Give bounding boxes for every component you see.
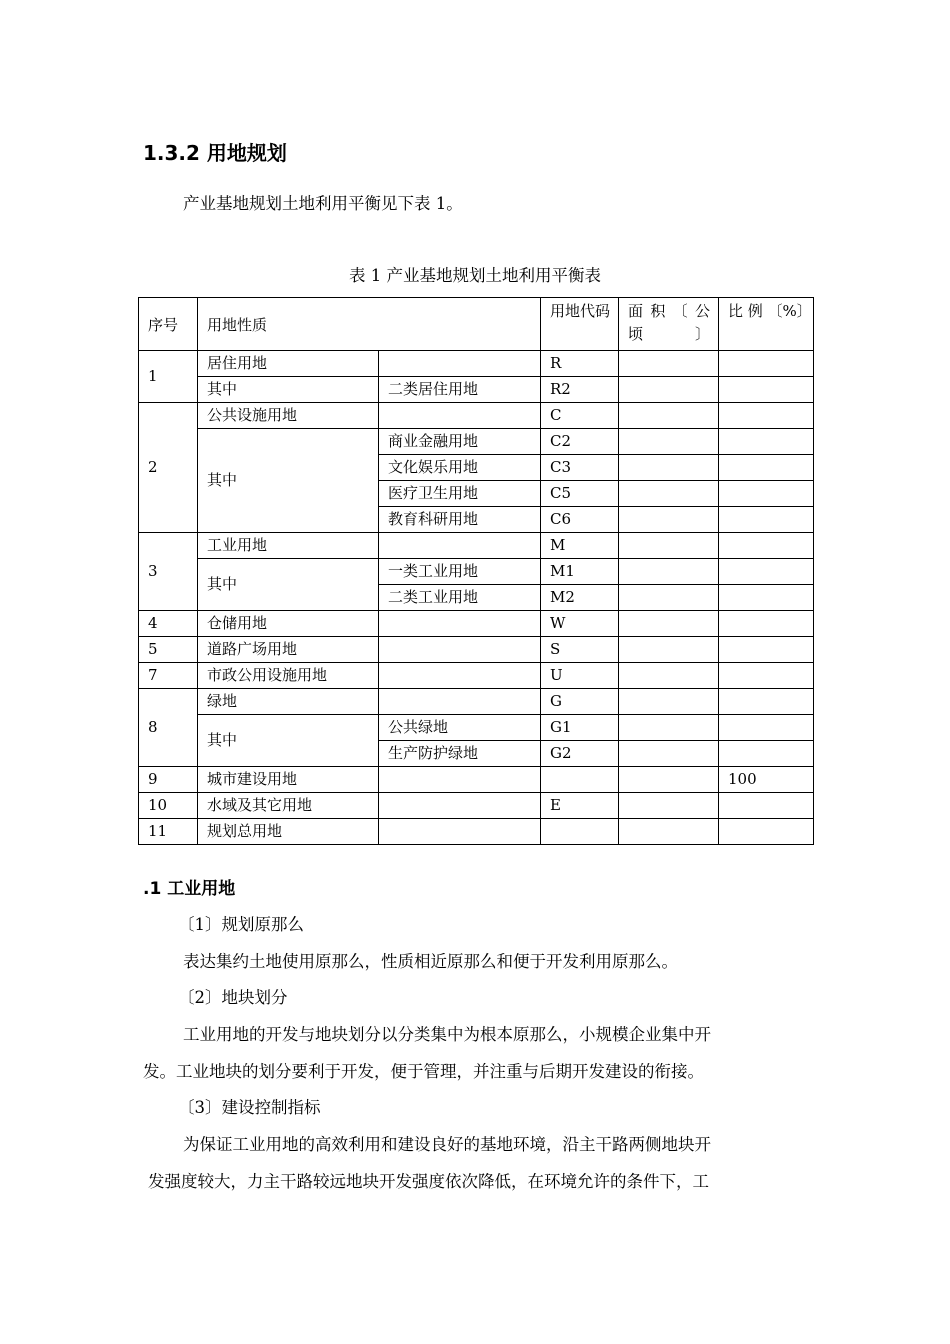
ratio-cell	[719, 715, 814, 741]
land-nature: 规划总用地	[198, 819, 379, 845]
land-subtype: 二类居住用地	[379, 377, 541, 403]
ratio-cell	[719, 559, 814, 585]
area-cell	[619, 533, 719, 559]
subsection-heading: .1 工业用地	[143, 879, 236, 899]
table-row	[139, 559, 814, 585]
land-code	[541, 819, 619, 845]
header-nature: 用地性质	[198, 298, 541, 351]
land-nature: 工业用地	[198, 533, 379, 559]
qizhong-label: 其中	[198, 559, 379, 611]
qizhong-label: 其中	[198, 377, 379, 403]
land-code: G2	[541, 741, 619, 767]
item-2-title: 〔2〕地块划分	[178, 988, 288, 1007]
item-2-text-line1: 工业用地的开发与地块划分以分类集中为根本原那么，小规模企业集中开	[183, 1025, 711, 1044]
table-row	[139, 351, 814, 377]
land-nature: 城市建设用地	[198, 767, 379, 793]
land-subtype: 生产防护绿地	[379, 741, 541, 767]
item-3-text-line1: 为保证工业用地的高效利用和建设良好的基地环境，沿主干路两侧地块开	[183, 1135, 711, 1154]
land-code: S	[541, 637, 619, 663]
item-3-text-line2: 发强度较大，力主干路较远地块开发强度依次降低，在环境允许的条件下，工	[148, 1172, 709, 1191]
table-row	[139, 637, 814, 663]
area-cell	[619, 741, 719, 767]
table-row	[139, 403, 814, 429]
qizhong-label: 其中	[198, 429, 379, 533]
ratio-cell	[719, 819, 814, 845]
ratio-cell	[719, 611, 814, 637]
land-code	[541, 767, 619, 793]
ratio-cell	[719, 793, 814, 819]
land-use-balance-table	[138, 297, 814, 845]
land-code: C6	[541, 507, 619, 533]
land-subtype	[379, 689, 541, 715]
row-no: 10	[139, 793, 198, 819]
header-no: 序号	[139, 298, 198, 351]
area-cell	[619, 715, 719, 741]
ratio-cell	[719, 455, 814, 481]
qizhong-label: 其中	[198, 715, 379, 767]
area-cell	[619, 351, 719, 377]
area-cell	[619, 429, 719, 455]
land-subtype	[379, 611, 541, 637]
row-no: 4	[139, 611, 198, 637]
table-row	[139, 533, 814, 559]
land-subtype: 一类工业用地	[379, 559, 541, 585]
area-cell	[619, 689, 719, 715]
area-cell	[619, 507, 719, 533]
land-nature: 仓储用地	[198, 611, 379, 637]
table-row	[139, 689, 814, 715]
land-code: R	[541, 351, 619, 377]
area-cell	[619, 663, 719, 689]
table-row	[139, 819, 814, 845]
ratio-cell	[719, 403, 814, 429]
row-no: 8	[139, 689, 198, 767]
area-cell	[619, 585, 719, 611]
land-code: G	[541, 689, 619, 715]
area-cell	[619, 767, 719, 793]
row-no: 7	[139, 663, 198, 689]
land-code: E	[541, 793, 619, 819]
land-subtype	[379, 663, 541, 689]
ratio-cell	[719, 689, 814, 715]
land-code: C2	[541, 429, 619, 455]
land-code: R2	[541, 377, 619, 403]
ratio-cell	[719, 377, 814, 403]
header-ratio: 比 例 〔%〕	[719, 298, 814, 351]
row-no: 11	[139, 819, 198, 845]
row-no: 5	[139, 637, 198, 663]
land-subtype: 商业金融用地	[379, 429, 541, 455]
ratio-cell	[719, 585, 814, 611]
area-cell	[619, 403, 719, 429]
item-2-text-line2: 发。工业地块的划分要利于开发，便于管理，并注重与后期开发建设的衔接。	[143, 1062, 704, 1081]
land-subtype: 公共绿地	[379, 715, 541, 741]
land-code: C5	[541, 481, 619, 507]
area-cell	[619, 819, 719, 845]
table-row	[139, 429, 814, 455]
table-row	[139, 767, 814, 793]
area-cell	[619, 611, 719, 637]
land-subtype	[379, 819, 541, 845]
land-nature: 居住用地	[198, 351, 379, 377]
land-code: M1	[541, 559, 619, 585]
row-no: 9	[139, 767, 198, 793]
land-subtype	[379, 403, 541, 429]
area-cell	[619, 377, 719, 403]
land-subtype: 文化娱乐用地	[379, 455, 541, 481]
land-subtype: 医疗卫生用地	[379, 481, 541, 507]
ratio-cell	[719, 741, 814, 767]
land-subtype	[379, 793, 541, 819]
land-nature: 公共设施用地	[198, 403, 379, 429]
section-heading: 1.3.2 用地规划	[143, 141, 287, 165]
land-subtype	[379, 533, 541, 559]
ratio-cell	[719, 429, 814, 455]
land-subtype: 教育科研用地	[379, 507, 541, 533]
land-subtype	[379, 351, 541, 377]
land-subtype	[379, 767, 541, 793]
area-cell	[619, 559, 719, 585]
land-subtype: 二类工业用地	[379, 585, 541, 611]
area-cell	[619, 793, 719, 819]
header-area: 面积〔公顷〕	[619, 298, 719, 351]
table-row	[139, 377, 814, 403]
area-cell	[619, 481, 719, 507]
ratio-cell	[719, 351, 814, 377]
row-no: 1	[139, 351, 198, 403]
ratio-cell	[719, 663, 814, 689]
land-code: C3	[541, 455, 619, 481]
table-row	[139, 793, 814, 819]
header-code: 用地代码	[541, 298, 619, 351]
row-no: 3	[139, 533, 198, 611]
table-row	[139, 663, 814, 689]
table-header-row	[139, 298, 814, 351]
land-code: U	[541, 663, 619, 689]
land-nature: 道路广场用地	[198, 637, 379, 663]
table-row	[139, 611, 814, 637]
land-code: W	[541, 611, 619, 637]
ratio-cell	[719, 481, 814, 507]
table-row	[139, 715, 814, 741]
land-nature: 绿地	[198, 689, 379, 715]
ratio-cell	[719, 533, 814, 559]
land-code: M	[541, 533, 619, 559]
table-caption: 表 1 产业基地规划土地利用平衡表	[349, 266, 601, 285]
item-3-title: 〔3〕建设控制指标	[178, 1098, 321, 1117]
item-1-text: 表达集约土地使用原那么，性质相近原那么和便于开发利用原那么。	[183, 952, 678, 971]
land-code: G1	[541, 715, 619, 741]
item-1-title: 〔1〕规划原那么	[178, 915, 304, 934]
area-cell	[619, 455, 719, 481]
area-cell	[619, 637, 719, 663]
intro-paragraph: 产业基地规划土地利用平衡见下表 1。	[183, 194, 463, 213]
land-code: M2	[541, 585, 619, 611]
row-no: 2	[139, 403, 198, 533]
land-subtype	[379, 637, 541, 663]
land-nature: 水域及其它用地	[198, 793, 379, 819]
land-code: C	[541, 403, 619, 429]
ratio-cell: 100	[719, 767, 814, 793]
land-nature: 市政公用设施用地	[198, 663, 379, 689]
ratio-cell	[719, 507, 814, 533]
ratio-cell	[719, 637, 814, 663]
